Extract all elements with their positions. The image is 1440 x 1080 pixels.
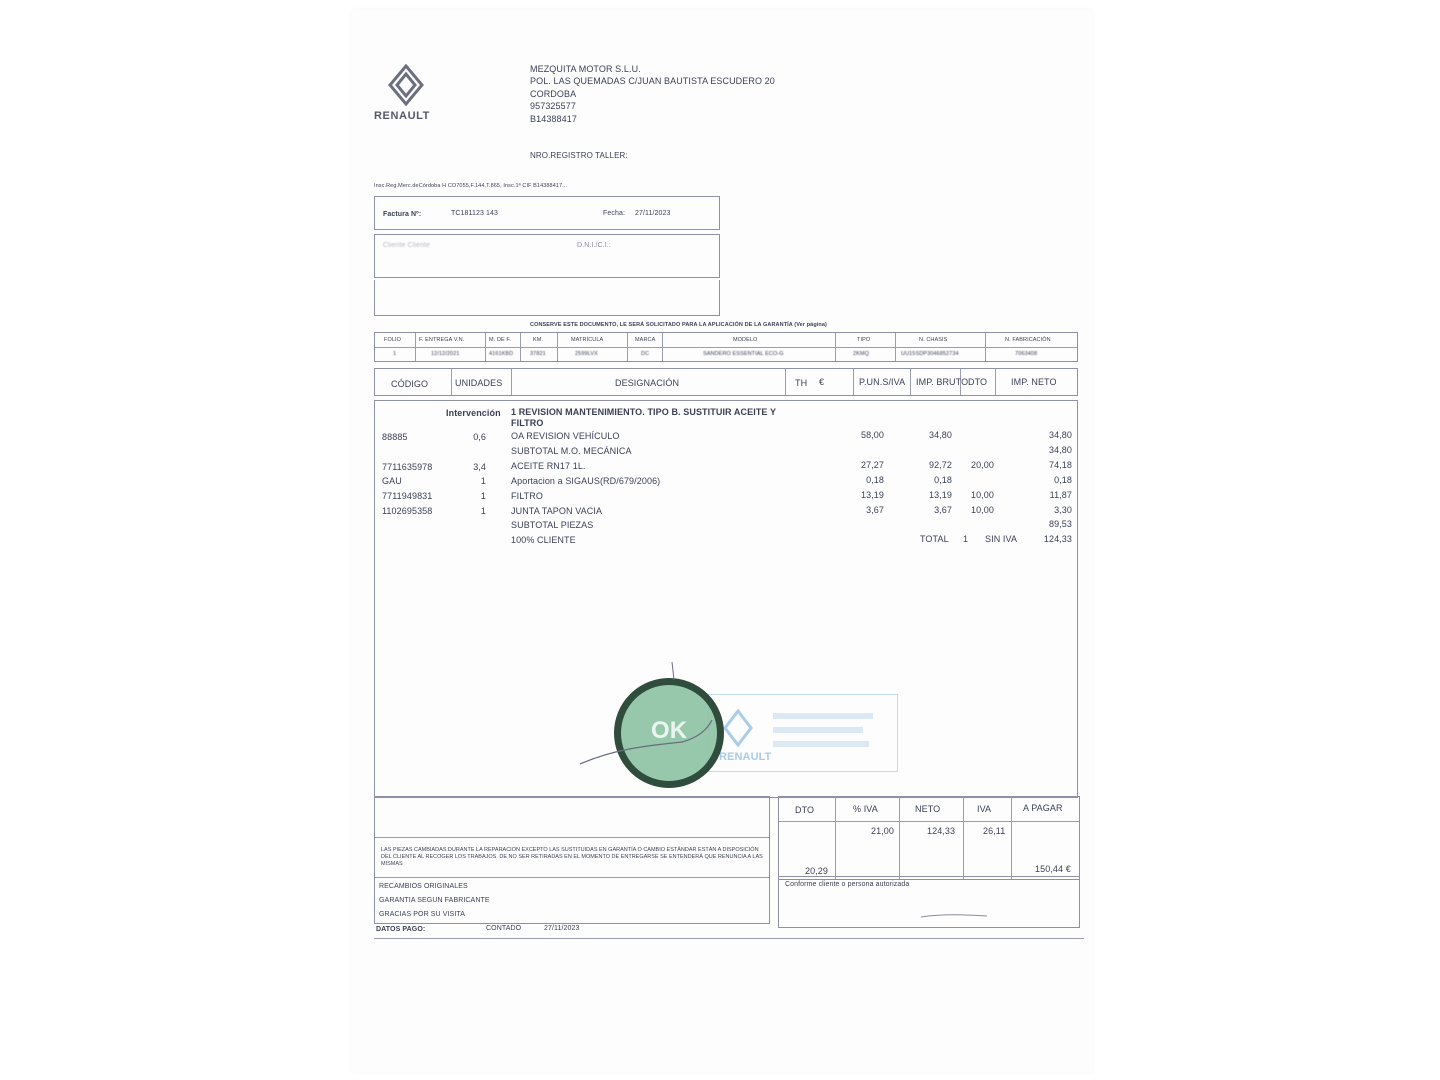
table-row-dto: 20,00	[970, 460, 994, 470]
table-row-neto: 3,30	[1054, 505, 1072, 515]
vehicle-value-folio: 1	[393, 351, 397, 357]
table-row-neto: 74,18	[1048, 460, 1072, 470]
fecha-label: Fecha:	[603, 210, 625, 217]
vehicle-value-entrega: 12/12/2021	[431, 351, 460, 357]
table-row-bruto: 0,18	[934, 475, 952, 485]
client-address-box	[374, 280, 720, 316]
table-row-bruto: 3,67	[934, 505, 952, 515]
vehicle-value-mdef: 4161KBD	[489, 351, 514, 357]
invoice-page	[352, 10, 1092, 1072]
table-row-desc: SUBTOTAL M.O. MECÁNICA	[511, 446, 632, 456]
pago-date: 27/11/2023	[544, 925, 580, 932]
footer-recambios: RECAMBIOS ORIGINALES	[379, 883, 468, 890]
invoice-number-box	[374, 196, 720, 230]
intervention-label: Intervención	[446, 408, 501, 418]
col-unidades: UNIDADES	[455, 378, 503, 388]
totals-neto: 124,33	[927, 826, 956, 836]
footer-garantia: GARANTIA SEGUN FABRICANTE	[379, 897, 490, 904]
renault-logo-icon	[388, 64, 424, 106]
registro-taller: NRO.REGISTRO TALLER:	[530, 151, 628, 160]
totals-dto: 20,29	[805, 866, 829, 876]
table-row-bruto: 13,19	[928, 490, 952, 500]
sin-iva-label: SIN IVA	[985, 534, 1018, 544]
col-punit: P.UN.S/IVA	[859, 377, 906, 387]
table-row-neto: 34,80	[1048, 430, 1072, 440]
col-codigo: CÓDIGO	[391, 379, 429, 389]
col-neto: IMP. NETO	[1011, 377, 1057, 387]
table-row-desc: SUBTOTAL PIEZAS	[511, 520, 594, 530]
company-phone: 957325577	[530, 101, 576, 111]
table-row-neto: 34,80	[1048, 445, 1072, 455]
vehicle-grid	[374, 332, 1078, 362]
table-row-desc: JUNTA TAPON VACIA	[511, 506, 603, 516]
col-dto: DTO	[968, 377, 988, 387]
vehicle-header-mdef: M. DE F.	[489, 337, 511, 343]
col-bruto: IMP. BRUTO	[916, 377, 969, 387]
vehicle-header-fabricacion: N. FABRICACIÓN	[1005, 337, 1051, 343]
table-row-bruto: 34,80	[928, 430, 952, 440]
company-cif: B14388417	[530, 114, 577, 124]
brand-name: RENAULT	[374, 110, 430, 122]
vehicle-header-modelo: MODELO	[733, 337, 758, 343]
table-row-desc: 100% CLIENTE	[511, 535, 576, 545]
table-row-code: GAU	[382, 476, 402, 486]
totals-header-neto: NETO	[915, 804, 941, 814]
col-euro: €	[819, 377, 825, 387]
table-row-units: 1	[480, 506, 486, 516]
total-index: 1	[963, 534, 969, 544]
table-row-pu: 3,67	[866, 505, 884, 515]
totals-box	[778, 796, 1080, 880]
client-box	[374, 234, 720, 278]
table-header	[374, 368, 1078, 396]
intervention-text: 1 REVISION MANTENIMIENTO. TIPO B. SUSTITUIR ACEITE Y	[511, 407, 777, 417]
vehicle-value-fabricacion: 7063408	[1015, 351, 1038, 357]
table-row-neto: 0,18	[1054, 475, 1072, 485]
footer-left	[374, 796, 770, 924]
totals-a-pagar: 150,44 €	[1035, 864, 1071, 874]
registry-line: Insc.Reg.Merc.deCórdoba H CO7055,F.144,T.865, Insc.1ª CIF B14388417...	[374, 183, 568, 189]
table-row-desc: Aportacion a SIGAUS(RD/679/2006)	[511, 476, 661, 486]
vehicle-value-modelo: SANDERO ESSENTIAL ECO-G	[703, 351, 784, 357]
warranty-note: CONSERVE ESTE DOCUMENTO, LE SERÁ SOLICITADO PARA LA APLICACIÓN DE LA GARANTÍA (Ver página)	[530, 322, 827, 328]
cliente-label: Cliente Cliente	[383, 242, 431, 249]
col-th: TH	[795, 378, 808, 388]
totals-iva-pct: 21,00	[871, 826, 895, 836]
totals-header-iva: IVA	[977, 804, 992, 814]
table-row-neto: 11,87	[1049, 490, 1072, 500]
totals-iva: 26,11	[983, 826, 1006, 836]
signature-icon	[919, 911, 989, 921]
totals-header-dto: DTO	[795, 805, 815, 815]
dni-label: D.N.I./C.I.:	[577, 242, 611, 249]
table-row-desc: FILTRO	[511, 491, 543, 501]
table-row-pu: 27,27	[860, 460, 884, 470]
vehicle-header-entrega: F. ENTREGA V.N.	[419, 337, 465, 343]
vehicle-header-matricula: MATRÍCULA	[571, 337, 604, 343]
table-row-units: 1	[480, 476, 486, 486]
footer-disclaimer: LAS PIEZAS CAMBIADAS DURANTE LA REPARACION EXCEPTO LAS SUSTITUIDAS EN GARANTÍA O CAMBIO ESTÁNDAR ESTÁN A DISPOSICIÓN DEL CLIENTE AL RECOGER LOS TRABAJOS. DE NO SER RETIRADAS EN EL MOMENTO DE ENTREGARSE SE ENTENDERÁ QUE RENUNCIA A LAS MISMAS	[381, 847, 763, 867]
vehicle-header-folio: FOLIO	[384, 337, 402, 343]
vehicle-header-marca: MARCA	[635, 337, 656, 343]
table-row-code: 88885	[382, 432, 408, 442]
pago-method: CONTADO	[486, 925, 522, 932]
table-row-units: 0,6	[473, 432, 486, 442]
table-row-pu: 0,18	[866, 475, 884, 485]
table-row-bruto: 92,72	[928, 460, 952, 470]
footer-gracias: GRACIAS POR SU VISITA	[379, 911, 465, 918]
table-row-pu: 58,00	[860, 430, 884, 440]
totals-header-pagar: A PAGAR	[1023, 803, 1063, 813]
stamp-brand: RENAULT	[719, 751, 772, 763]
vehicle-value-chasis: UU15SDP3046852734	[901, 351, 959, 357]
factura-value: TC181123 143	[451, 210, 498, 217]
company-address: POL. LAS QUEMADAS C/JUAN BAUTISTA ESCUDERO 20	[530, 76, 775, 86]
table-row-code: 7711635978	[382, 462, 433, 472]
totals-header-iva-pct: % IVA	[853, 804, 878, 814]
vehicle-header-km: KM.	[533, 337, 544, 343]
conforme-text: Conforme cliente o persona autorizada	[785, 881, 910, 888]
table-row-desc: OA REVISION VEHÍCULO	[511, 431, 620, 441]
table-row-neto: 89,53	[1048, 519, 1072, 529]
pago-label: DATOS PAGO:	[376, 926, 426, 933]
table-row-units: 3,4	[473, 462, 486, 472]
company-city: CORDOBA	[530, 89, 577, 99]
total-value: 124,33	[1043, 534, 1072, 544]
intervention-text-2: FILTRO	[511, 418, 544, 428]
total-label: TOTAL	[920, 534, 949, 544]
approval-text: OK	[651, 717, 688, 744]
table-row-units: 1	[480, 491, 486, 501]
fecha-value: 27/11/2023	[635, 210, 671, 217]
vehicle-value-tipo: 2KMQ	[853, 351, 869, 357]
vehicle-header-chasis: N. CHASIS	[919, 337, 948, 343]
table-row-dto: 10,00	[970, 490, 994, 500]
signature-stroke-icon	[572, 660, 742, 780]
factura-label: Factura Nº:	[383, 211, 422, 218]
table-row-code: 1102695358	[382, 506, 433, 516]
table-row-pu: 13,19	[860, 490, 884, 500]
col-designacion: DESIGNACIÓN	[615, 378, 680, 388]
vehicle-header-tipo: TIPO	[857, 337, 871, 343]
vehicle-value-km: 37821	[530, 351, 546, 357]
vehicle-value-marca: DC	[641, 351, 650, 357]
table-row-code: 7711949831	[382, 491, 433, 501]
signature-box	[778, 876, 1080, 928]
table-row-desc: ACEITE RN17 1L.	[511, 461, 586, 471]
table-row-dto: 10,00	[970, 505, 994, 515]
vehicle-value-matricula: 2599LVX	[575, 351, 598, 357]
company-name: MEZQUITA MOTOR S.L.U.	[530, 64, 641, 74]
